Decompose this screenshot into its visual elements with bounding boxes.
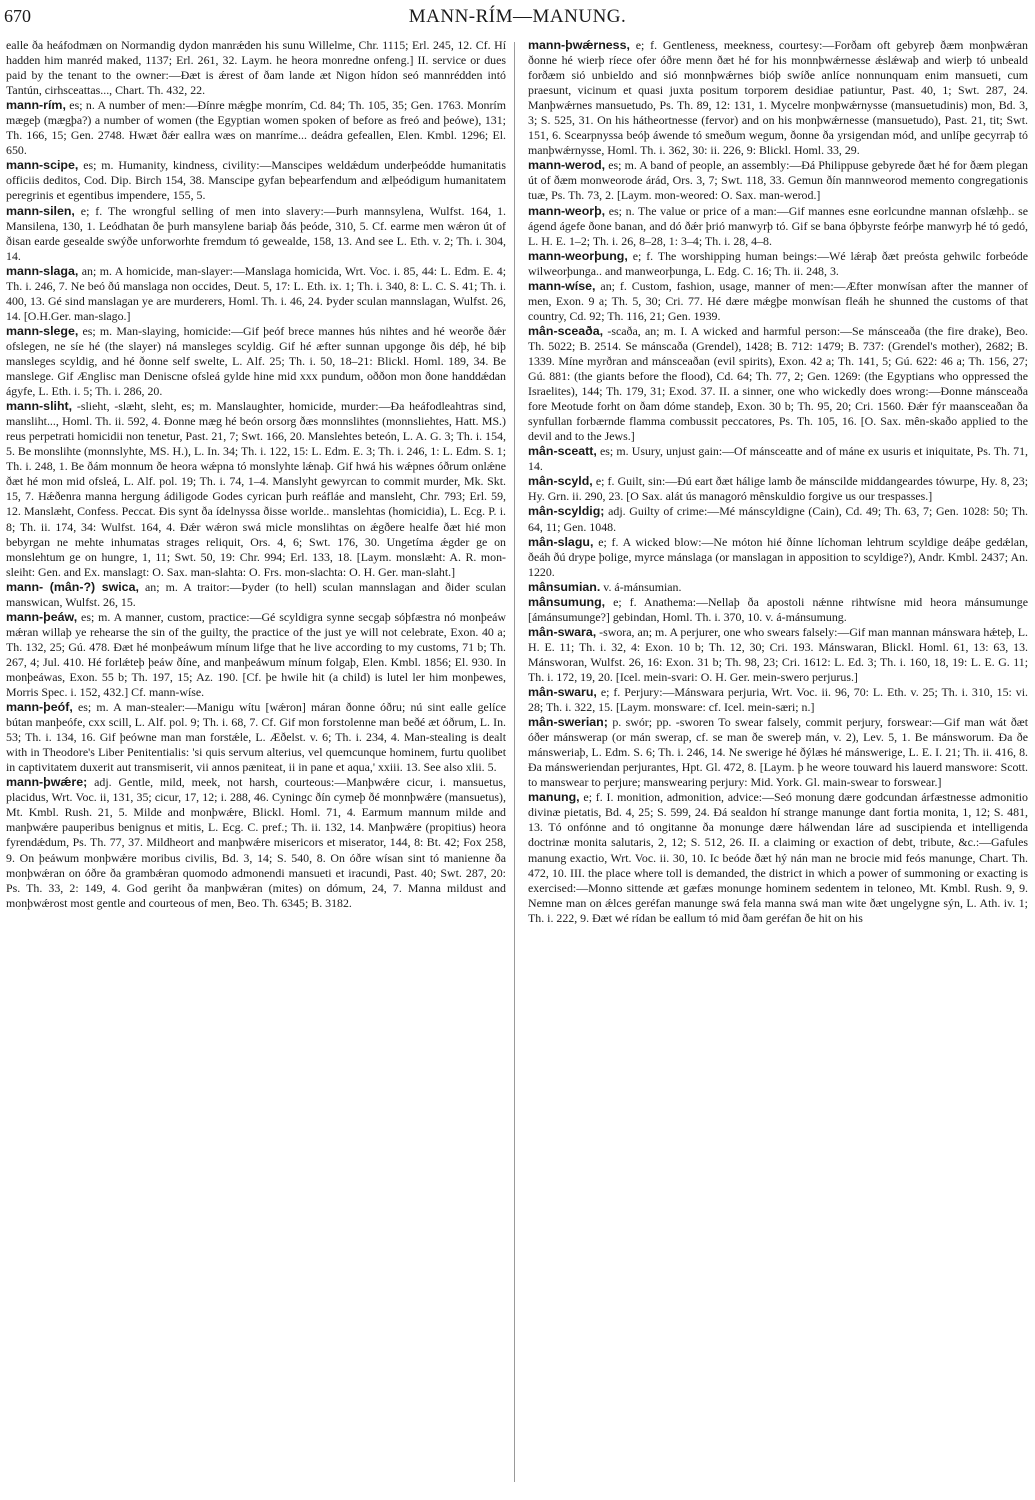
dictionary-entry xyxy=(6,775,506,910)
entry-text: e; f. Gentleness, meekness, courtesy:—Forðam oft gebyreþ ðæm monþwǽran ðonne hé wierþ ríece ofer óðre menn ðæt hé for his monnþwǽrnesse ǽslǽwaþ and wierþ tó unbeald forðæm sió unbieldo and sió monnþwǽrnes bióþ swíðe anlíce nonnunquam enim mansueti, cum praesunt, vicinum et quasi juxta positum torporem desidiae patiuntur, Past. 40, 1; Swt. 287, 24. Manþwǽrnes mansuetudo, Ps. Th. 89, 12: 131, 1. Mycelre monþwǽrnysse (mansuetudinis) mon, Bd. 3, 3; S. 525, 31. On his hátheortnesse (fervor) and on his monþwǽrnesse (mansuetudo), Past. 21, tit; Swt. 151, 6. Scearpnyssa beóþ áwende tó smeðum wegum, ðonne ða yrsigendan mód, and unlíþe gecyrraþ tó manþwǽrnysse, Homl. Th. i. 362, 30: ii. 226, 9: Blickl. Homl. 33, 29. xyxy=(528,38,1028,158)
entry-text: -swora, an; m. A perjurer, one who swears falsely:—Gif man mannan mánswara hǽteþ, L. H. E. 11; Th. i. 32, 4: Exon. 10 b; Th. 12, 30; Cri. 193. Mánswaran, Blickl. Homl. 61, 13: 63, 13. Mánsworan, Wulfst. 26, 16: Exon. 31 b; Th. 98, 23; Cri. 1612: L. Ed. 3; Th. i. 160, 18, 19: L. E. G. 11; Th. i. 172, 19, 20. [Icel. mein-svari: O. H. Ger. mein-swero perjurus.] xyxy=(528,624,1028,684)
dictionary-entry xyxy=(6,38,506,98)
dictionary-entry xyxy=(528,249,1028,279)
dictionary-entry xyxy=(6,610,506,700)
entry-headword: manung, xyxy=(528,790,580,805)
dictionary-entry xyxy=(528,790,1028,925)
entry-headword: mann-wíse, xyxy=(528,278,596,293)
entry-headword: mann-þwǽre; xyxy=(6,775,88,790)
dictionary-entry xyxy=(528,715,1028,790)
entry-headword: mann-weorþung, xyxy=(528,248,628,263)
right-column xyxy=(528,38,1028,1490)
page-header xyxy=(0,4,1035,34)
entry-text: e; f. Perjury:—Mánswara perjuria, Wrt. Voc. ii. 96, 70: L. Eth. v. 25; Th. i. 310, 15: vi. 28; Th. i. 322, 15. [Laym. monsware: cf. Icel. mein-særi; n.] xyxy=(528,685,1028,715)
entry-text: -scaða, an; m. I. A wicked and harmful person:—Se mánsceaða (the fire drake), Beo. Th. 5022; B. 2514. Se mánscaða (Grendel), 1428; B. 712: 1479; B. 737: (Grendel's mother), 2682; B. 1339. Míne myrðran and mánsceaðan (evil spirits), Exon. 42 a; Th. 141, 5; Gú. 622: 46 a; Th. 156, 27; Gú. 881: (the giants before the flood), Cd. 64; Th. 77, 2; Gen. 1269: (the Egyptians who oppressed the Israelites), 144; Th. 179, 31; Exod. 37. II. a sinner, one who wickedly does wrong:—Ðonne mánsceaða fore Meotude forht on ðam dóme standeþ, Exon. 30 b; Th. 95, 20; Cri. 1560. Ðǽr fýr maansceaðan ða synfullan forbærnde flamma combussit peccatores, Ps. Th. 105, 16. [O. Sax. mên-skaðo applied to the devil and to the Jews.] xyxy=(528,323,1028,444)
entry-headword: mann-scipe, xyxy=(6,158,79,173)
dictionary-entry xyxy=(528,595,1028,625)
entry-headword: mân-swerian; xyxy=(528,715,608,730)
dictionary-entry xyxy=(528,625,1028,685)
entry-headword: mann-rím, xyxy=(6,98,66,113)
entry-text: e; f. The wrongful selling of men into slavery:—Þurh mannsylena, Wulfst. 164, 1. Mansilena, 130, 1. Leódhatan ðe þurh mansylene bariaþ ðás þeóde, 310, 5. Cf. earme men wǽron út of ðisan earde gesealde swýðe unforworhte fremdum tó gewealde, 158, 13. And see L. Eth. v. 2; Th. i. 304, 14. xyxy=(6,203,506,263)
entry-headword: mân-swara, xyxy=(528,624,597,639)
entry-headword: mân-scyldig; xyxy=(528,504,605,519)
entry-headword: mann- (mân-?) swica, xyxy=(6,579,139,594)
entry-text: ealle ða heáfodmæn on Normandig dydon manrǽden his sunu Willelme, Chr. 1115; Erl. 245, 12. Cf. Hí hadden him manréd maked, 1137; Erl. 261, 32. Laym. he heora monredne onfeng.] II. service or dues paid by the tenant to the owner:—Ðæt is ǽrest of ðam lande æt Nigon hídon seó mannrédden intó Tantún, cirhsceattas..., Chart. Th. 432, 22. xyxy=(6,38,506,98)
dictionary-entry xyxy=(528,279,1028,324)
running-head: MANN-RÍM—MANUNG. xyxy=(408,6,627,27)
entry-headword: mann-þeóf, xyxy=(6,700,73,715)
dictionary-entry xyxy=(6,158,506,203)
entry-text: es; n. The value or price of a man:—Gif mannes esne eorlcundne mannan ofslæhþ.. se ágend ágefe ðone banan, and dó ðǽr þrió manwyrþ tó. Gif se bana óþbyrste feórþe manwyrþ hé tó gedó, L. H. E. 1–2; Th. i. 26, 8–28, 1: 3–4; Th. i. 28, 4–8. xyxy=(528,203,1028,248)
entry-headword: mann-slaga, xyxy=(6,263,79,278)
entry-headword: mânsumian. xyxy=(528,579,601,594)
entry-text: -slieht, -slæht, sleht, es; m. Manslaughter, homicide, murder:—Ða heáfodleahtras sind, mansliht..., Homl. Th. ii. 592, 4. Ðonne mæg hé beón orsorg ðæs monnslihtes (monnsliehtes, Hatt. MS.) reus perpetrati homicidii non tenetur, Past. 21, 7; Swt. 166, 20. Manslehtes beteón, L. A. G. 3; Th. i. 154, 5. Be monslihte (monnslyhte, MS. H.), L. In. 34; Th. i. 122, 15: L. Edm. E. 3; Th. i. 246, 1: L. Edm. S. 1; Th. i. 248, 1. Be ðám monnum ðe heora wǽpna tó monslyhte lǽnaþ. Gif hwá his wǽpnes óðrum onlǽne ðæt hé mon mid ofsleá, L. Alf. pol. 19; Th. i. 74, 1–4. Manslyht gewyrcan to commit murder, Mk. Skt. 15, 7. Hǽðenra manna hergung ádiligode Godes cyrican þurh reáfláe and mansleht, Chr. 793; Erl. 59, 12. Manslæht, Confess. Peccat. Ðis synt ða ídelnyssa ðisse worlde.. manslehtas (homicidia), L. Ecg. P. i. 8; Th. ii. 174, 34: Wulfst. 164, 4. Ðǽr wǽron swá micle monslihtas on ǽgðere healfe ðæt hié mon bebyrgan ne mehte inhumatas strages reliquit, Ors. 4, 6; Swt. 176, 30. Ungetíma ǽgder ge on monslehtum ge on hungre, 1, 11; Swt. 50, 19: Chr. 994; Erl. 133, 18. [Laym. monslæht: A. R. mon-sleiht: Gen. and Ex. manslagt: O. Sax. man-slahta: O. Frs. mon-slachta: O. H. Ger. man-slaht.] xyxy=(6,399,506,579)
entry-headword: mân-scyld, xyxy=(528,474,593,489)
dictionary-entry xyxy=(528,38,1028,158)
entry-text: an; m. A homicide, man-slayer:—Manslaga homicida, Wrt. Voc. i. 85, 44: L. Edm. E. 4; Th. i. 246, 7. Ne beó ðú manslaga non occides, Deut. 5, 17: L. Eth. ix. 1; Th. i. 340, 8: L. C. S. 41; Th. i. 400, 13. Gé sind manslagan ye are murderers, Homl. Th. i. 46, 24. Þyder sculan mannslagan, Wulfst. 26, 14. [O.H.Ger. man-slago.] xyxy=(6,263,506,323)
entry-text: e; f. I. monition, admonition, advice:—Seó monung dære godcundan árfæstnesse admonitio divinæ pietatis, Bd. 4, 25; S. 599, 24. Ðá sealdon hí strange manunge dant fortia monita, 1, 12; S. 481, 13. Tó onfónne and tó ongitanne ða monunge dære hálwendan láre ad suscipienda et intelligenda doctrinæ monita salutaris, 2, 12; S. 512, 26. II. a claiming or exaction of debt, tribute, &c.:—Gafules manung exactio, Wrt. Voc. ii. 30, 10. Ic beóde ðæt hý nán man ne brocie mid feós manunge, Chart. Th. 472, 10. III. the place where toll is demanded, the district in which a power of summoning or exacting is exercised:—Monno sittende æt gæfæs monunge hominem sedentem in teloneo, Mt. Kmbl. Rush. 9, 9. Nemne man on ǽlces geréfan manunge swá fela manna swá man wite ðæt ungelygne sýn, L. Ath. iv. 1; Th. i. 222, 9. Ðæt wé rídan be eallum tó mid ðam geréfan ðe hit on his xyxy=(528,790,1028,925)
dictionary-entry xyxy=(528,685,1028,715)
entry-headword: mann-slege, xyxy=(6,323,79,338)
dictionary-entry xyxy=(6,264,506,324)
entry-headword: mann-þwǽrness, xyxy=(528,38,630,52)
entry-text: es; m. A band of people, an assembly:—Ðá Philippuse gebyrede ðæt hé for ðæm plegan út of ðæm monweorode árád, Ors. 3, 7; Swt. 118, 33. Gemun ðín mannweorod memento congregationis tuæ, Ps. Th. 73, 2. [Laym. mon-weored: O. Sax. man-werod.] xyxy=(528,158,1028,203)
dictionary-entry xyxy=(6,399,506,580)
dictionary-entry xyxy=(528,474,1028,504)
dictionary-entry xyxy=(528,444,1028,474)
entry-headword: mann-weorþ, xyxy=(528,203,606,218)
entry-text: adj. Gentle, mild, meek, not harsh, courteous:—Manþwǽre cicur, i. mansuetus, placidus, Wrt. Voc. ii, 131, 35; cicur, 17, 12; i. 288, 46. Cyningc ðín cymeþ ðé monnþwǽre (mansuetus), Mt. Kmbl. Rush. 21, 5. Milde and monþwǽre, Blickl. Homl. 71, 4. Earmum mannum milde and manþwǽre pauperibus benignus et mitis, L. Ecg. C. pref.; Th. ii. 132, 14. Manþwǽre (propitius) heora fyrendǽdum, Ps. Th. 77, 37. Mildheort and manþwǽre misericors et miserator, 144, 8: Bt. 42; Fox 258, 9. On þeáwum monþwǽre moribus civilis, Bd. 3, 14; S. 540, 8. On óðre wísan sint tó manienne ða monþwǽran on óðre ða grambǽran quomodo admonendi mansueti et iracundi, Past. 40; Swt. 287, 20: Ps. Th. 33, 2: 149, 4. God geriht ða manþwǽran (mites) on dómum, 24, 7. Manna mildust and monþwǽrost most gentle and courteous of men, Beo. Th. 6345; B. 3182. xyxy=(6,775,506,910)
entry-text: es; m. A man-stealer:—Manigu wítu [wǽron] máran ðonne óðru; nú sint ealle gelíce bútan manþeófe, cxx scill, L. Alf. pol. 9; Th. i. 68, 7. Cf. Gif mon forstolenne man beðé æt óðrum, L. In. 53; Th. i. 134, 16. Gif þeówne man man forstǽle, L. Æðelst. v. 6; Th. i. 234, 4. Man-stealing is dealt with in Theodore's Liber Penitentialis: 'si quis servum alterius, vel quemcunque hominem, furtu quolibet in captivitatem duxerit aut transmiserit, vii annos pæniteat, ii in pane et aqua,' xxiii. 13. See also xlii. 5. xyxy=(6,700,506,775)
entry-text: e; f. A wicked blow:—Ne móton hié ðínne líchoman lehtrum scyldige deáþe gedǽlan, ðeáh ðú drype þolige, myrce mánslaga (or manslagan in apposition to scyldige?), Andr. Kmbl. 2437; An. 1220. xyxy=(528,534,1028,579)
entry-text: es; m. Usury, unjust gain:—Of mánsceatte and of máne ex usuris et iniquitate, Ps. Th. 71, 14. xyxy=(528,444,1028,474)
entry-text: v. á-mánsumian. xyxy=(603,579,682,594)
dictionary-entry xyxy=(6,580,506,610)
dictionary-entry xyxy=(6,700,506,775)
dictionary-entry xyxy=(528,324,1028,444)
dictionary-entry xyxy=(6,98,506,158)
page-number: 670 xyxy=(4,6,31,26)
entry-text: p. swór; pp. -sworen To swear falsely, commit perjury, forswear:—Gif man wát ðæt óðer mánswerap (or mán swerap, cf. se man ðe swereþ mán, v. 2), Lev. 5, 1. Be mánsworum. Ða ðe mánsweriaþ, L. Edm. S. 6; Th. i. 246, 14. Ne swerige hé ðýlæs hé mánswerige, L. E. I. 21; Th. ii. 416, 8. Ða mánsweriendan perjurantes, Hpt. Gl. 472, 8. [Laym. þ he weore touward his lauerd manswore: Scott. to manswear to perjure; manswearing perjury: Mid. York. Gl. main-swear to forswear.] xyxy=(528,715,1028,790)
entry-headword: mânsumung, xyxy=(528,594,606,609)
dictionary-entry xyxy=(528,158,1028,203)
entry-headword: mann-silen, xyxy=(6,203,75,218)
entry-headword: mân-swaru, xyxy=(528,685,597,700)
entry-headword: mann-sliht, xyxy=(6,399,73,414)
entry-headword: mân-sceatt, xyxy=(528,444,597,459)
dictionary-entry xyxy=(528,580,1028,595)
entry-headword: mân-sceaða, xyxy=(528,323,604,338)
entry-text: an; m. A traitor:—Þyder (to hell) sculan mannslagan and ðider sculan manswican, Wulfst. 26, 15. xyxy=(6,579,506,609)
entry-text: es; n. A number of men:—Ðínre mǽgþe monrím, Cd. 84; Th. 105, 35; Gen. 1763. Monrím mægeþ (mægþa?) a number of women (the Egyptian women spoken of before as freó and þeówe), 131; Th. 166, 15; Gen. 2748. Hwæt ðǽr eallra wæs on manríme... deádra gefeallen, Elen. Kmbl. 1296; El. 650. xyxy=(6,98,506,158)
entry-headword: mân-slagu, xyxy=(528,534,594,549)
entry-text: es; m. Man-slaying, homicide:—Gif þeóf brece mannes hús nihtes and hé weorðe ðǽr ofslegen, ne síe hé (the slayer) ná mansleges scyldig. Gif hé æfter sunnan upgonge ðis déþ, hé biþ mansleges scyldig, and hé ðonne self swelte, L. Alf. 25; Th. i. 50, 18–21: Blickl. Homl. 189, 34. Be manslege. Gif Ænglisc man Deniscne ofsleá gylde hine mid xxx pundum, oððon mon ðone handdǽdan ágyfe, L. Eth. i. 5; Th. i. 286, 20. xyxy=(6,323,506,399)
entry-text: an; f. Custom, fashion, usage, manner of men:—Æfter monwísan after the manner of men, Exon. 9 a; Th. 5, 30; Cri. 77. Hé dære mǽgþe monwísan fleáh he shunned the customs of that country, Cd. 92; Th. 116, 21; Gen. 1939. xyxy=(528,278,1028,323)
column-divider xyxy=(514,42,515,1482)
left-column xyxy=(6,38,506,1490)
dictionary-entry xyxy=(6,204,506,264)
dictionary-entry xyxy=(528,204,1028,249)
entry-text: es; m. A manner, custom, practice:—Gé scyldigra synne secgaþ sóþfæstra nó monþeáw mǽran willaþ ye rehearse the sin of the guilty, the practice of the just ye will not celebrate, Exon. 40 a; Th. 132, 25; Gú. 478. Ðæt hé monþeáwum mínum lifge that he live according to my customs, 71 b; Th. 267, 4; Jul. 410. Hé forlǽteþ þeáw ðíne, and manþeáwum mínum folgaþ, Elen. Kmbl. 1856; El. 930. In monþeáwas, Exon. 55 b; Th. 197, 15; Az. 190. [Cf. þe hwile hit (a child) is lutel ler him monþewes, Morris Spec. i. 152, 432.] Cf. mann-wíse. xyxy=(6,609,506,700)
entry-text: e; f. Guilt, sin:—Ðú eart ðæt hálige lamb ðe mánscilde middangeardes tówurpe, Hy. 8, 23; Hy. Grn. ii. 290, 23. [O Sax. alát ús managoró mênskuldio forgive us our trespasses.] xyxy=(528,474,1028,504)
entry-headword: mann-þeáw, xyxy=(6,609,78,624)
entry-text: e; f. The worshipping human beings:—Wé lǽraþ ðæt preósta gehwilc forbeóde wilweorþunga.. and manweorþunga, L. Edg. C. 16; Th. ii. 248, 3. xyxy=(528,248,1028,278)
dictionary-entry xyxy=(6,324,506,399)
entry-text: e; f. Anathema:—Nellaþ ða apostoli nǽnne rihtwísne mid heora mánsumunge [ámánsumunge?] gebindan, Homl. Th. i. 370, 10. v. á-mánsumung. xyxy=(528,594,1028,624)
dictionary-entry xyxy=(528,535,1028,580)
entry-text: es; m. Humanity, kindness, civility:—Manscipes weldǽdum underþeódde humanitatis officiis deditos, Cod. Dip. Birch 154, 38. Manscipe gyfan beþearfendum and ælþeódigum humanitatem peregrinis et egentibus impendere, 155, 5. xyxy=(6,158,506,203)
entry-headword: mann-werod, xyxy=(528,158,606,173)
dictionary-entry xyxy=(528,504,1028,534)
entry-text: adj. Guilty of crime:—Mé mánscyldigne (Cain), Cd. 49; Th. 63, 7; Gen. 1028: 50; Th. 64, 11; Gen. 1048. xyxy=(528,504,1028,534)
